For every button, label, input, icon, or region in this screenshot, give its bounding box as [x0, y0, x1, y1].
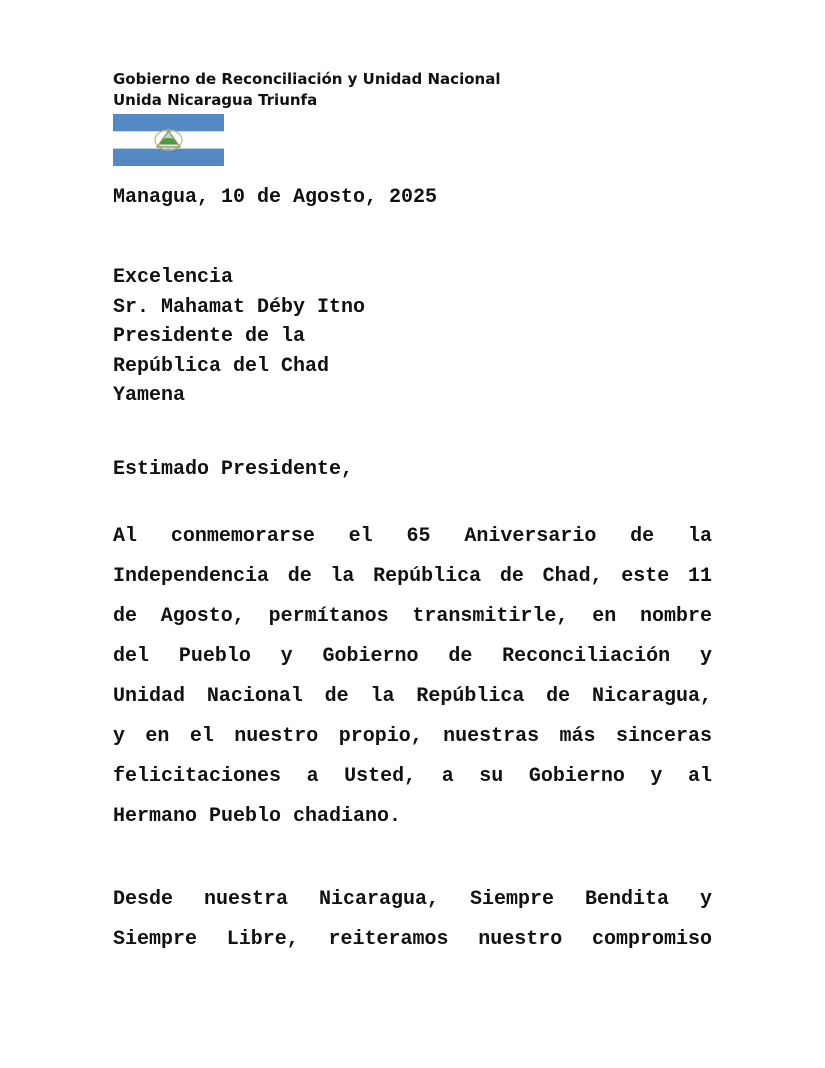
recipient-line: Excelencia — [113, 266, 234, 289]
paragraph — [113, 517, 712, 837]
paragraphs — [113, 517, 712, 960]
letterhead — [113, 69, 712, 111]
paragraph-line: felicitaciones a Usted, a su Gobierno y al — [113, 764, 712, 788]
paragraph-line: Unidad Nacional de la República de Nicaragua, — [113, 684, 712, 708]
nicaragua-flag-image — [113, 114, 224, 166]
salutation: Estimado Presidente, — [113, 457, 354, 481]
letterhead-subtitle: Unida Nicaragua Triunfa — [113, 91, 318, 109]
paragraph-line: del Pueblo y Gobierno de Reconciliación y — [113, 644, 712, 668]
paragraph-line: Siempre Libre, reiteramos nuestro compromiso — [113, 927, 712, 951]
paragraph-line: Al conmemorarse el 65 Aniversario de la — [113, 524, 712, 548]
recipient-block — [113, 263, 712, 411]
recipient-line: Presidente de la — [113, 325, 306, 349]
recipient-line: Yamena — [113, 384, 186, 408]
paragraph-line: Independencia de la República de Chad, este 11 — [113, 564, 712, 588]
letterhead-title: Gobierno de Reconciliación y Unidad Nacional — [113, 70, 501, 88]
date-line: Managua, 10 de Agosto, 2025 — [113, 186, 438, 209]
paragraph-line: de Agosto, permítanos transmitirle, en nombre — [113, 604, 712, 628]
paragraph-line: Hermano Pueblo chadiano. — [113, 804, 402, 828]
paragraph-line: y en el nuestro propio, nuestras más sinceras — [113, 724, 712, 748]
paragraph — [113, 880, 712, 960]
nicaragua-flag — [113, 114, 224, 166]
recipient-line: Sr. Mahamat Déby Itno — [113, 295, 366, 319]
paragraph-line: Desde nuestra Nicaragua, Siempre Bendita y — [113, 887, 712, 911]
recipient-line: República del Chad — [113, 354, 330, 378]
